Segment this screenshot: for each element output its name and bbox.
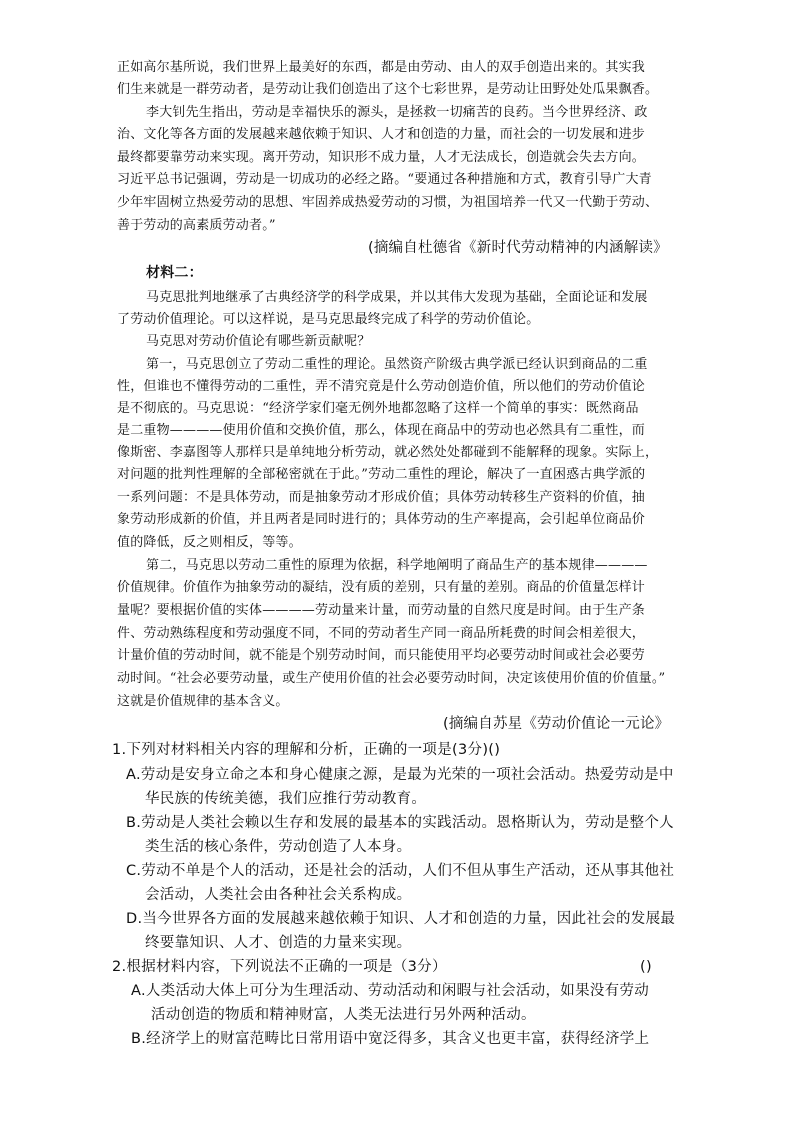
material1-line: 习近平总书记强调，劳动是一切成功的必经之路。“要通过各种措施和方式，教育引导广大青	[117, 172, 652, 187]
material1-line: 治、文化等各方面的发展越来越依赖于知识、人才和创造的力量，而社会的一切发展和进步	[117, 127, 646, 142]
material2-line: 动时间。“社会必要劳动量，或生产使用价值的社会必要劳动时间，决定该使用价值的价值量。”	[117, 671, 666, 686]
material2-line: 像斯密、李嘉图等人那样只是单纯地分析劳动，就必然处处都碰到不能解释的现象。实际上，	[117, 445, 659, 460]
material2-line: 了劳动价值理论。可以这样说，是马克思最终完成了科学的劳动价值论。	[117, 312, 540, 327]
question1-option-c: C.劳动不单是个人的活动，还是社会的活动，人们不但从事生产活动，还从事其他社	[126, 863, 675, 879]
material2-line: 价值规律。价值作为抽象劳动的凝结，没有质的差别，只有量的差别。商品的价值量怎样计	[117, 580, 646, 595]
question1-stem: 1.下列对材料相关内容的理解和分析，正确的一项是(3分)()	[112, 742, 501, 758]
material2-line: 马克思对劳动价值论有哪些新贡献呢？	[146, 334, 371, 349]
material2-line: 是二重物————使用价值和交换价值，那么，体现在商品中的劳动也必然具有二重性，而	[117, 423, 646, 438]
material2-line: 值的降低，反之则相反，等等。	[117, 535, 302, 550]
question2-answer-paren: ()	[640, 959, 652, 975]
question1-option-a: A.劳动是安身立命之本和身心健康之源，是最为光荣的一项社会活动。热爱劳动是中	[126, 767, 674, 783]
question2-option-a: A.人类活动大体上可分为生理活动、劳动活动和闲暇与社会活动，如果没有劳动	[131, 983, 650, 999]
material2-heading: 材料二：	[146, 265, 203, 281]
material1-line: 最终都要靠劳动来实现。离开劳动，知识形不成力量，人才无法成长，创造就会失去方向。	[117, 150, 646, 165]
material1-source: (摘编自杜德省《新时代劳动精神的内涵解读》	[368, 240, 668, 256]
material2-line: 第一，马克思创立了劳动二重性的理论。虽然资产阶级古典学派已经认识到商品的二重	[146, 357, 648, 372]
material2-line: 马克思批判地继承了古典经济学的科学成果，并以其伟大发现为基础，全面论证和发展	[146, 290, 648, 305]
material1-line: 李大钊先生指出，劳动是幸福快乐的源头，是拯救一切痛苦的良药。当今世界经济、政	[146, 105, 648, 120]
question1-option-d-cont: 终要靠知识、人才、创造的力量来实现。	[145, 935, 412, 951]
material2-line: 是不彻底的。马克思说：“经济学家们毫无例外地都忽略了这样一个简单的事实：既然商品	[117, 401, 639, 416]
material2-line: 件、劳动熟练程度和劳动强度不同，不同的劳动者生产同一商品所耗费的时间会相差很大，	[117, 626, 646, 641]
material1-line: 们生来就是一群劳动者，是劳动让我们创造出了这个七彩世界，是劳动让田野处处瓜果飘香。	[117, 82, 659, 97]
question2-stem: 2.根据材料内容，下列说法不正确的一项是（3分）	[112, 959, 447, 975]
material2-line: 计量价值的劳动时间，就不能是个别劳动时间，而只能使用平均必要劳动时间或社会必要劳	[117, 648, 646, 663]
material2-line: 这就是价值规律的基本含义。	[117, 694, 289, 709]
material2-line: 第二，马克思以劳动二重性的原理为依据，科学地阐明了商品生产的基本规律————	[146, 558, 648, 573]
question2-option-a-cont: 活动创造的物质和精神财富，人类无法进行另外两种活动。	[151, 1007, 536, 1023]
question2-option-b: B.经济学上的财富范畴比日常用语中宽泛得多，其含义也更丰富，获得经济学上	[131, 1031, 650, 1047]
material1-line: 正如高尔基所说，我们世界上最美好的东西，都是由劳动、由人的双手创造出来的。其实我	[117, 60, 646, 75]
question1-option-b: B.劳动是人类社会赖以生存和发展的最基本的实践活动。恩格斯认为，劳动是整个人	[126, 815, 674, 831]
material2-line: 一系列问题：不是具体劳动，而是抽象劳动才形成价值；具体劳动转移生产资料的价值，抽	[117, 490, 646, 505]
material1-line: 少年牢固树立热爱劳动的思想、牢固养成热爱劳动的习惯，为祖国培养一代又一代勤于劳动、	[117, 195, 659, 210]
question1-option-d: D.当今世界各方面的发展越来越依赖于知识、人才和创造的力量，因此社会的发展最	[126, 911, 676, 927]
question1-option-b-cont: 类生活的核心条件，劳动创造了人本身。	[145, 839, 412, 855]
material2-source: (摘编自苏星《劳动价值论一元论》	[443, 716, 670, 732]
material2-line: 量呢？要根据价值的实体————劳动量来计量，而劳动量的自然尺度是时间。由于生产条	[117, 603, 646, 618]
question1-option-c-cont: 会活动，人类社会由各种社会关系构成。	[145, 887, 412, 903]
question1-option-a-cont: 华民族的传统美德，我们应推行劳动教育。	[145, 791, 427, 807]
material1-line: 善于劳动的高素质劳动者。”	[117, 218, 276, 233]
material2-line: 象劳动形成新的价值，并且两者是同时进行的；具体劳动的生产率提高，会引起单位商品价	[117, 512, 646, 527]
material2-line: 性，但谁也不懂得劳动的二重性，弄不清究竟是什么劳动创造价值，所以他们的劳动价值论	[117, 379, 646, 394]
material2-line: 对问题的批判性理解的全部秘密就在于此。”劳动二重性的理论，解决了一直困惑古典学派的	[117, 467, 646, 482]
